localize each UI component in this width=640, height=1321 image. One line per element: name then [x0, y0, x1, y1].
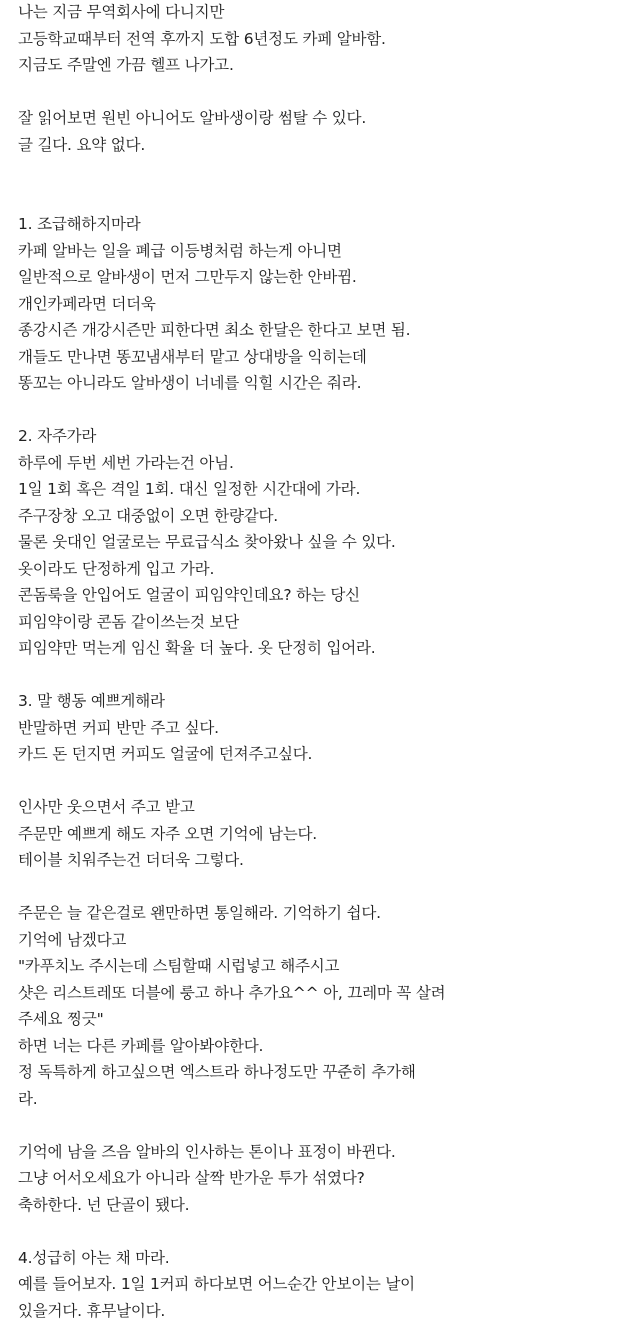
text-line: 그냥 어서오세요가 아니라 살짝 반가운 투가 섞였다?: [18, 1169, 365, 1187]
text-line: 지금도 주말엔 가끔 헬프 나가고.: [18, 56, 234, 74]
text-line: 옷이라도 단정하게 입고 가라.: [18, 559, 215, 578]
text-line: 나는 지금 무역회사에 다니지만: [18, 3, 225, 21]
text-line: 개인카페라면 더더욱: [18, 294, 156, 313]
text-line: 개들도 만나면 똥꼬냄새부터 맡고 상대방을 익히는데: [18, 347, 367, 366]
text-line: 축하한다. 넌 단골이 됐다.: [18, 1195, 190, 1214]
text-line: 4.성급히 아는 채 마라.: [18, 1248, 170, 1267]
text-line: 글 길다. 요약 없다.: [18, 135, 146, 154]
text-line: 잘 읽어보면 원빈 아니어도 알바생이랑 썸탈 수 있다.: [18, 109, 367, 127]
text-line: 하루에 두번 세번 가라는건 아님.: [18, 453, 234, 472]
text-line: 주문은 늘 같은걸로 왠만하면 통일해라. 기억하기 쉽다.: [18, 904, 381, 922]
text-line: 피임약이랑 콘돔 같이쓰는것 보단: [18, 612, 240, 631]
text-line: 라.: [18, 1089, 38, 1108]
text-line: 주구장창 오고 대중없이 오면 한량같다.: [18, 506, 279, 525]
text-line: 하면 너는 다른 카페를 알아봐야한다.: [18, 1036, 264, 1055]
text-line: 기억에 남겠다고: [18, 930, 127, 949]
text-line: 콘돔룩을 안입어도 얼굴이 피임약인데요? 하는 당신: [18, 586, 360, 604]
text-line: 예를 들어보자. 1일 1커피 하다보면 어느순간 안보이는 날이: [18, 1275, 415, 1293]
text-line: 테이블 치워주는건 더더욱 그렇다.: [18, 851, 244, 869]
text-line: 종강시즌 개강시즌만 피한다면 최소 한달은 한다고 보면 됨.: [18, 321, 411, 339]
text-line: 샷은 리스트레또 더블에 룽고 하나 추가요^^ 아, 끄레마 꼭 살려: [18, 983, 446, 1002]
text-line: 주문만 예쁘게 해도 자주 오면 기억에 남는다.: [18, 824, 318, 843]
text-line: 1. 조급해하지마라: [18, 215, 141, 233]
text-line: 있을거다. 휴무날이다.: [18, 1301, 166, 1320]
document-body: [18, 0, 628, 1320]
text-line: 반말하면 커피 반만 주고 싶다.: [18, 718, 219, 737]
text-line: 3. 말 행동 예쁘게해라: [18, 692, 165, 710]
text-line: 일반적으로 알바생이 먼저 그만두지 않는한 안바뀜.: [18, 268, 357, 286]
text-line: 기억에 남을 즈음 알바의 인사하는 톤이나 표정이 바뀐다.: [18, 1142, 396, 1161]
text-line: 물론 웃대인 얼굴로는 무료급식소 찾아왔나 싶을 수 있다.: [18, 533, 396, 551]
text-line: 피임약만 먹는게 임신 확율 더 높다. 옷 단정히 입어라.: [18, 639, 376, 657]
text-line: "카푸치노 주시는데 스팀할때 시럽넣고 해주시고: [18, 957, 340, 975]
text-line: 정 독특하게 하고싶으면 엑스트라 하나정도만 꾸준히 추가해: [18, 1063, 416, 1081]
text-line: 2. 자주가라: [18, 427, 97, 445]
text-line: 똥꼬는 아니라도 알바생이 너네를 익힐 시간은 줘라.: [18, 374, 362, 392]
text-line: 인사만 웃으면서 주고 받고: [18, 798, 195, 816]
text-line: 카드 돈 던지면 커피도 얼굴에 던져주고싶다.: [18, 745, 313, 763]
text-line: 1일 1회 혹은 격일 1회. 대신 일정한 시간대에 가라.: [18, 480, 361, 498]
text-line: 카페 알바는 일을 폐급 이등병처럼 하는게 아니면: [18, 241, 342, 260]
text-line: 고등학교때부터 전역 후까지 도합 6년정도 카페 알바함.: [18, 29, 386, 48]
text-line: 주세요 찡긋": [18, 1010, 104, 1028]
